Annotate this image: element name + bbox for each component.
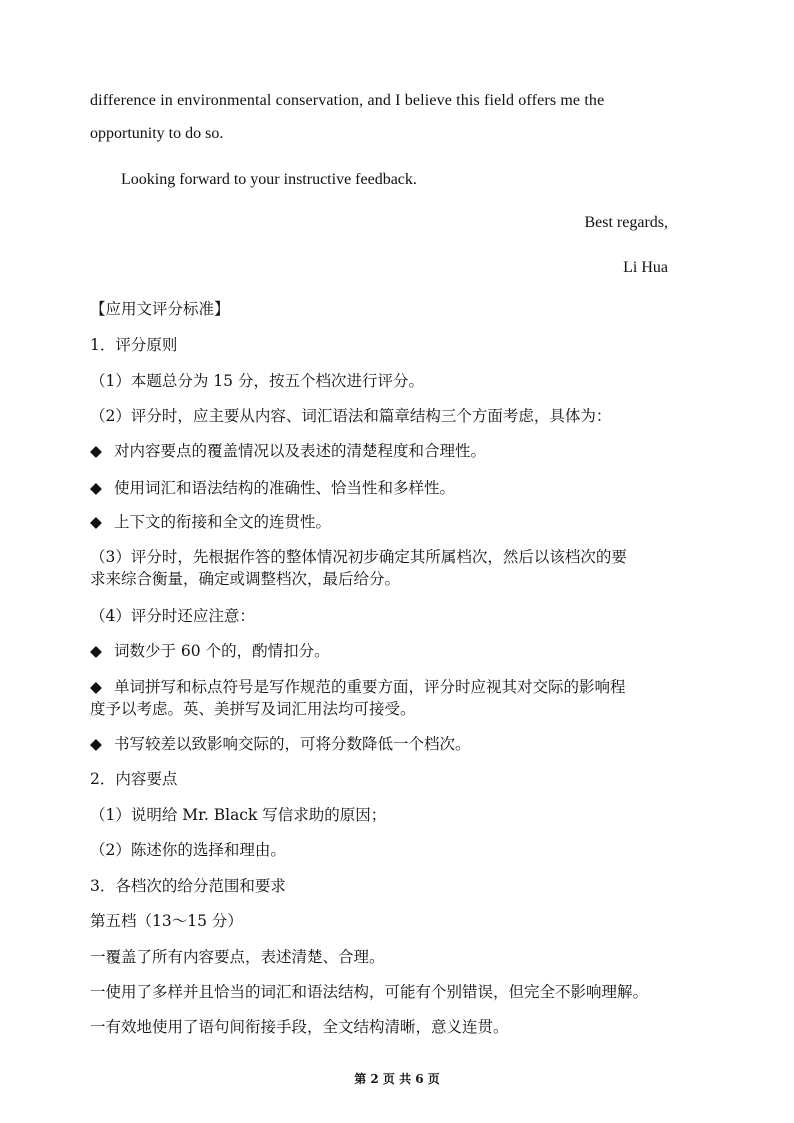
tier5-item3: 一有效地使用了语句间衔接手段，全文结构清晰，意义连贯。 — [90, 1018, 509, 1036]
bullet-icon: ◆ — [90, 442, 102, 460]
letter-line-1: difference in environmental conservation, and I believe this field offers me the — [90, 92, 605, 109]
letter-line-2: opportunity to do so. — [90, 125, 224, 142]
bullet-icon: ◆ — [90, 735, 102, 753]
bullet-item: ◆ 书写较差以致影响交际的，可将分数降低一个档次。 — [90, 735, 471, 753]
bullet-icon: ◆ — [90, 513, 102, 531]
bullet-item: ◆ 对内容要点的覆盖情况以及表述的清楚程度和合理性。 — [90, 442, 487, 460]
bullet-item-continued: 度予以考虑。英、美拼写及词汇用法均可接受。 — [90, 700, 416, 718]
tier5-item1: 一覆盖了所有内容要点，表述清楚、合理。 — [90, 948, 385, 966]
section2-item2: （2）陈述你的选择和理由。 — [90, 841, 286, 859]
section1-item3-line1: （3）评分时，先根据作答的整体情况初步确定其所属档次，然后以该档次的要 — [90, 548, 627, 566]
bullet-item: ◆ 单词拼写和标点符号是写作规范的重要方面，评分时应视其对交际的影响程 — [90, 678, 626, 696]
section3-heading: 3．各档次的给分范围和要求 — [90, 877, 286, 895]
section1-item2: （2）评分时，应主要从内容、词汇语法和篇章结构三个方面考虑，具体为： — [90, 407, 612, 425]
rubric-title: 【应用文评分标准】 — [90, 300, 230, 318]
letter-signature: Li Hua — [623, 259, 668, 276]
bullet-icon: ◆ — [90, 642, 102, 660]
section1-heading: 1．评分原则 — [90, 336, 178, 354]
tier5-item2: 一使用了多样并且恰当的词汇和语法结构，可能有个别错误，但完全不影响理解。 — [90, 983, 649, 1001]
tier5-heading: 第五档（13～15 分） — [90, 912, 243, 930]
section2-item1: （1）说明给 Mr. Black 写信求助的原因； — [90, 806, 387, 824]
bullet-item: ◆ 使用词汇和语法结构的准确性、恰当性和多样性。 — [90, 479, 456, 497]
section1-item4: （4）评分时还应注意： — [90, 607, 255, 625]
bullet-item: ◆ 上下文的衔接和全文的连贯性。 — [90, 513, 332, 531]
bullet-icon: ◆ — [90, 678, 102, 696]
section1-item1: （1）本题总分为 15 分，按五个档次进行评分。 — [90, 372, 424, 390]
letter-closing: Looking forward to your instructive feedback. — [121, 171, 417, 188]
bullet-icon: ◆ — [90, 479, 102, 497]
section1-item3-line2: 求来综合衡量，确定或调整档次，最后给分。 — [90, 570, 401, 588]
section2-heading: 2．内容要点 — [90, 770, 178, 788]
bullet-item: ◆ 词数少于 60 个的，酌情扣分。 — [90, 642, 330, 660]
letter-regards: Best regards, — [584, 214, 668, 231]
page-number: 第 2 页 共 6 页 — [354, 1072, 440, 1086]
